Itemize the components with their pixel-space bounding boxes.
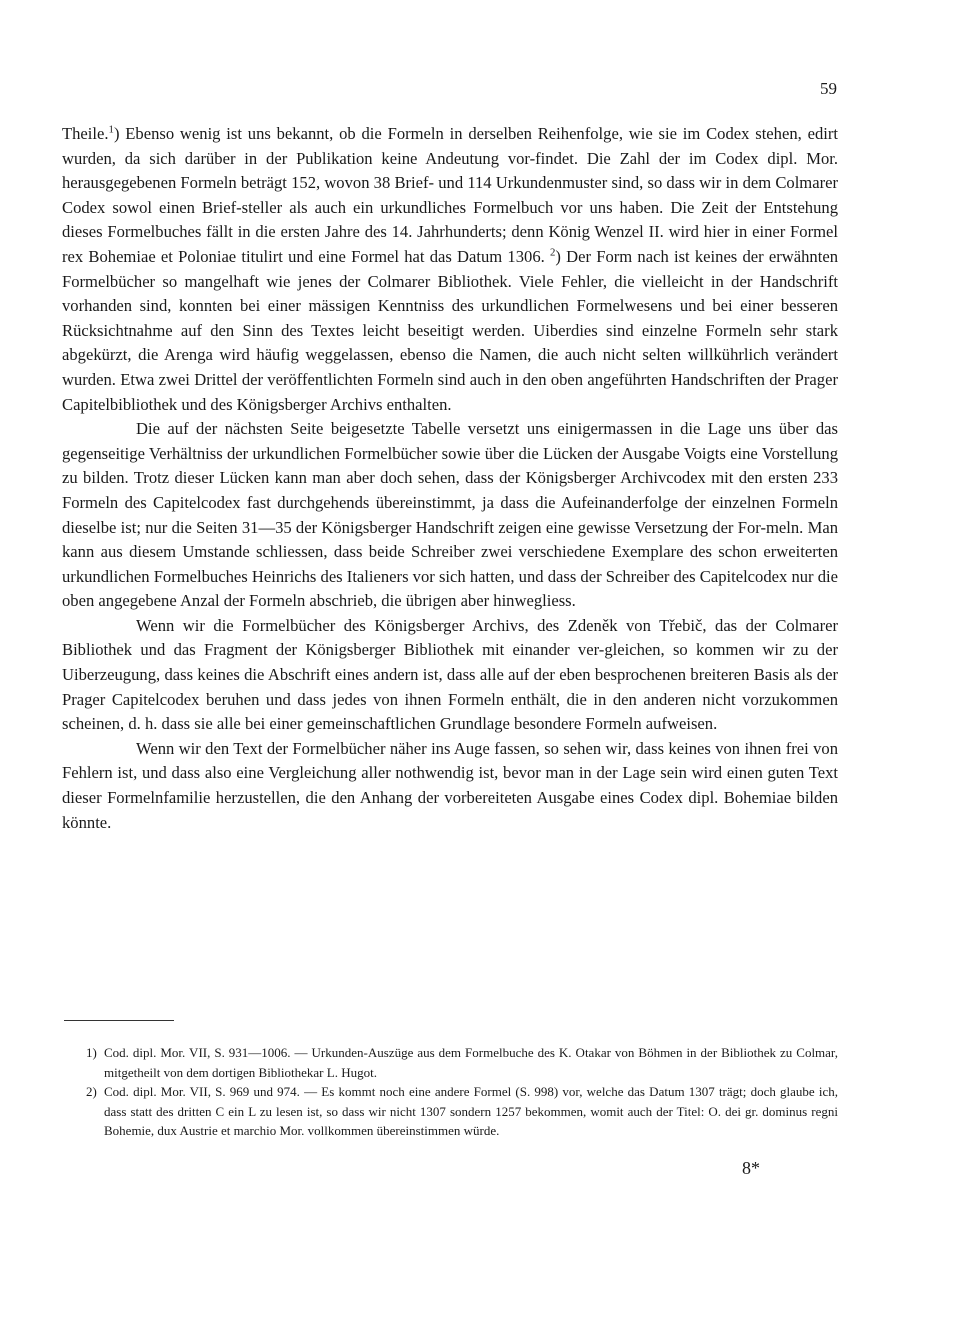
footnote-1-marker: 1) xyxy=(86,1045,97,1060)
footnote-2 xyxy=(62,1082,838,1141)
footnote-ref-1: 1 xyxy=(108,123,114,136)
paragraph-4: Wenn wir den Text der Formelbücher näher ins Auge fassen, so sehen wir, dass keines von ihnen frei von Fehlern ist, und dass also eine Vergleichung aller nothwendig ist, bevor man in der Lage sein wird einen guten Text dieser Formelnfamilie herzustellen, die den Anhang der vorbereiteten Ausgabe eines Codex dipl. Bohemiae bilden könnte. xyxy=(62,738,838,832)
signature-mark: 8* xyxy=(742,1158,760,1178)
paragraph-1-part-a: Theile. xyxy=(62,124,109,143)
footnote-2-marker: 2) xyxy=(86,1084,97,1099)
paragraph-1 xyxy=(62,122,838,417)
paragraph-2: Die auf der nächsten Seite beigesetzte Tabelle versetzt uns einigermassen in die Lage uns über das gegenseitige Verhältniss der urkundlichen Formelbücher sowie über die Lücken der Ausgabe Voigts eine Vorstellung zu bilden. Trotz dieser Lücken kann man aber doch sehen, dass der Königsberger Archivcodex mit den ersten 233 Formeln des Capitelcodex fast durchgehends übereinstimmt, ja dass die Aufeinanderfolge der einzelnen Formeln dieselbe ist; nur die Seiten 31—35 der Königsberger Handschrift zeigen eine gewisse Versetzung der For-meln. Man kann aus diesem Umstande schliessen, dass beide Schreiber zwei verschiedene Exemplare des schon erweiterten urkundlichen Formelbuches Heinrichs des Italieners vor sich hatten, und dass der Schreiber des Capitelcodex nur die oben angegebene Anzal der Formeln abschrieb, die übrigen aber hinwegliess. xyxy=(62,419,838,611)
main-text xyxy=(62,122,838,835)
footnotes xyxy=(62,1043,838,1141)
paragraph-1-part-b: ) Ebenso wenig ist uns bekannt, ob die Formeln in derselben Reihenfolge, wie sie im Codex stehen, edirt wurden, da sich darüber in der Publikation keine Andeutung vor-findet. Die Zahl der im Codex dipl. Mor. herausgegebenen Formeln beträgt 152, wovon 38 Brief- und 114 Urkundenmuster sind, so dass wir in dem Colmarer Codex sowol einen Brief-steller als auch ein urkundliches Formelbuch vor uns haben. Die Zeit der Entstehung dieses Formelbuches fällt in die ersten Jahre des 14. Jahrhunderts; denn König Wenzel II. wird hier in einer Formel rex Bohemiae et Poloniae titulirt und eine Formel hat das Datum 1306. xyxy=(62,124,838,266)
page-number: 59 xyxy=(820,79,837,98)
footnote-1 xyxy=(62,1043,838,1082)
footnote-1-text: Cod. dipl. Mor. VII, S. 931—1006. — Urkunden-Auszüge aus dem Formelbuche des K. Otakar von Böhmen in der Bibliothek zu Colmar, mitgetheilt von dem dortigen Bibliothekar L. Hugot. xyxy=(104,1045,838,1080)
footnote-ref-2: 2 xyxy=(550,246,556,259)
paragraph-1-part-c: ) Der Form nach ist keines der erwähnten Formelbücher so mangelhaft wie jenes der Colmarer Bibliothek. Viele Fehler, die vielleicht in der Handschrift vorhanden sind, konnten bei einer mässigen Kenntniss des urkundlichen Formelwesens und bei einer besseren Rücksichtnahme auf den Sinn des Textes leicht beseitigt werden. Uiberdies sind einzelne Formeln sehr stark abgekürzt, die Arenga wird häufig weggelassen, ebenso die Namen, die auch nicht selten willkührlich verändert wurden. Etwa zwei Drittel der veröffentlichten Formeln sind auch in den oben angeführten Handschriften der Prager Capitelbibliothek und des Königsberger Archivs enthalten. xyxy=(62,246,838,414)
footnote-2-text: Cod. dipl. Mor. VII, S. 969 und 974. — Es kommt noch eine andere Formel (S. 998) vor, welche das Datum 1307 trägt; doch glaube ich, dass statt des dritten C ein L zu lesen ist, so dass wir nicht 1307 sondern 1257 bekommen, womit auch der Titel: O. dei gr. dominus regni Bohemie, dux Austrie et marchio Mor. vollkommen übereinstimmen würde. xyxy=(104,1084,838,1138)
paragraph-3: Wenn wir die Formelbücher des Königsberger Archivs, des Zdeněk von Třebič, das der Colmarer Bibliothek und das Fragment der Königsberger Bibliothek mit einander ver-gleichen, so kommen wir zu der Uiberzeugung, dass keines die Abschrift eines andern ist, dass alle auf der eben besprochenen breiteren Basis als der Prager Capitelcodex beruhen und dass jedes von ihnen Formeln enthält, die in den anderen nicht vorzukommen scheinen, d. h. dass sie alle bei einer gemeinschaftlichen Grundlage besondere Formeln aufweisen. xyxy=(62,615,838,734)
footnote-divider xyxy=(64,1020,174,1021)
